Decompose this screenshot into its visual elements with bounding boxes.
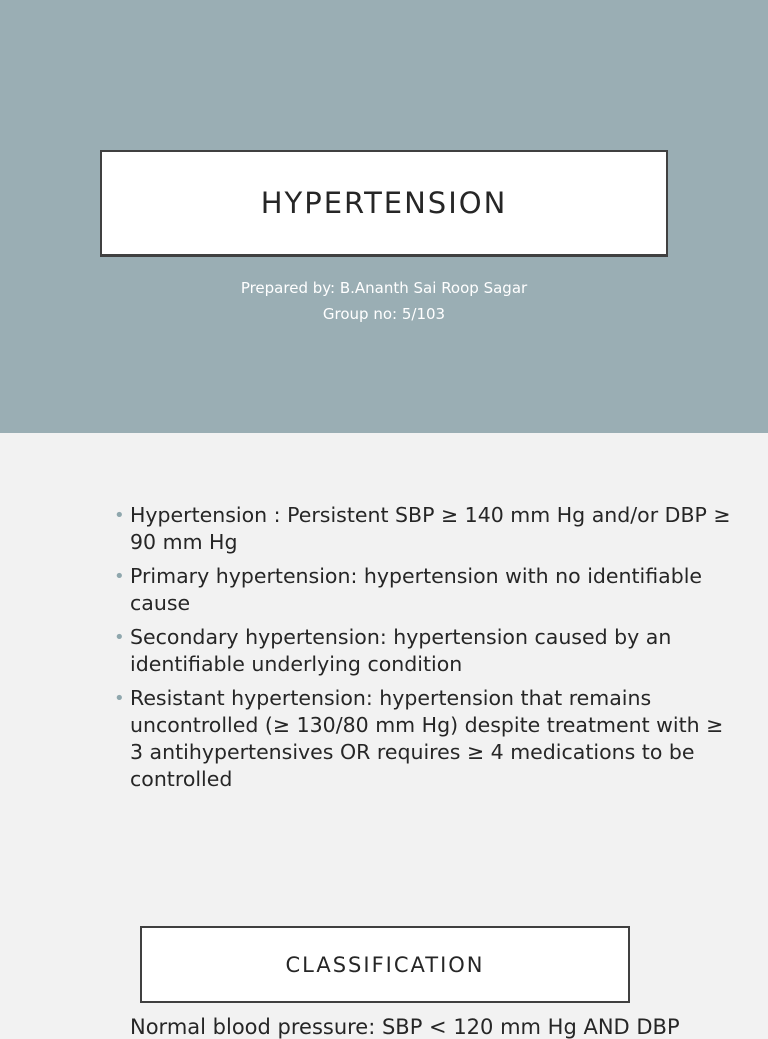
bullet-text: Primary hypertension: hypertension with no identifiable cause: [130, 564, 703, 615]
group-number-text: Group no: 5/103: [322, 305, 446, 323]
title-slide: [0, 0, 768, 433]
classification-heading: CLASSIFICATION: [285, 952, 485, 977]
list-item: [112, 502, 732, 556]
bullet-text: Hypertension : Persistent SBP ≥ 140 mm Hg and/or DBP ≥ 90 mm Hg: [130, 503, 731, 554]
classification-partial-line: Normal blood pressure: SBP < 120 mm Hg AND DBP: [130, 1015, 680, 1039]
bullet-icon: •: [114, 566, 125, 587]
bullet-icon: •: [114, 688, 125, 709]
list-item: [112, 685, 732, 793]
bullet-text: Resistant hypertension: hypertension that remains uncontrolled (≥ 130/80 mm Hg) despite treatment with ≥ 3 antihypertensives OR requires ≥ 4 medications to be controlled: [130, 686, 724, 791]
bullet-icon: •: [114, 627, 125, 648]
prepared-by-text: Prepared by: B.Ananth Sai Roop Sagar: [240, 279, 528, 297]
bullet-text: Secondary hypertension: hypertension caused by an identifiable underlying condition: [130, 625, 672, 676]
list-item: [112, 624, 732, 678]
title-box: [100, 150, 668, 257]
classification-heading-box: [140, 926, 630, 1003]
list-item: [112, 563, 732, 617]
definitions-list: [112, 502, 732, 800]
slide-title: HYPERTENSION: [260, 186, 508, 220]
bullet-icon: •: [114, 505, 125, 526]
